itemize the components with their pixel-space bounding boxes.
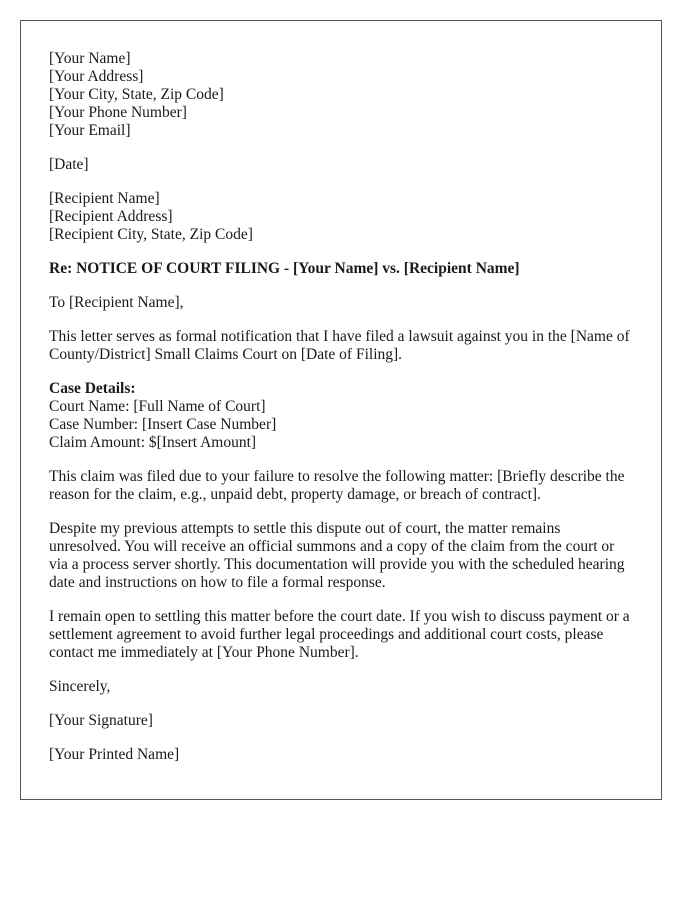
recipient-address: [Recipient Address] bbox=[49, 208, 173, 225]
sender-phone: [Your Phone Number] bbox=[49, 104, 187, 121]
letter-page bbox=[20, 20, 662, 800]
letter-date: [Date] bbox=[49, 156, 89, 173]
sender-city-state-zip: [Your City, State, Zip Code] bbox=[49, 86, 224, 103]
salutation: To [Recipient Name], bbox=[49, 294, 184, 311]
case-details-block bbox=[49, 380, 633, 452]
recipient-name: [Recipient Name] bbox=[49, 190, 160, 207]
sender-email: [Your Email] bbox=[49, 122, 131, 139]
sender-block bbox=[49, 50, 633, 140]
sender-address: [Your Address] bbox=[49, 68, 144, 85]
case-details-heading: Case Details: bbox=[49, 380, 136, 397]
summons-paragraph: Despite my previous attempts to settle this dispute out of court, the matter remains unresolved. You will receive an official summons and a copy of the claim from the court or via a process server shortly. This documentation will provide you with the scheduled hearing date and instructions on how to file a formal response. bbox=[49, 520, 625, 591]
subject-line: Re: NOTICE OF COURT FILING - [Your Name] vs. [Recipient Name] bbox=[49, 260, 520, 277]
court-name-line: Court Name: [Full Name of Court] bbox=[49, 398, 266, 415]
reason-paragraph: This claim was filed due to your failure to resolve the following matter: [Briefly describe the reason for the claim, e.g., unpaid debt, property damage, or breach of contract]. bbox=[49, 468, 625, 503]
case-number-line: Case Number: [Insert Case Number] bbox=[49, 416, 277, 433]
settlement-paragraph: I remain open to settling this matter before the court date. If you wish to discuss payment or a settlement agreement to avoid further legal proceedings and additional court costs, please contact me immediately at [Your Phone Number]. bbox=[49, 608, 630, 661]
signature-placeholder: [Your Signature] bbox=[49, 712, 153, 729]
printed-name: [Your Printed Name] bbox=[49, 746, 180, 763]
recipient-city-state-zip: [Recipient City, State, Zip Code] bbox=[49, 226, 253, 243]
recipient-block bbox=[49, 190, 633, 244]
date-block bbox=[49, 156, 633, 174]
closing: Sincerely, bbox=[49, 678, 111, 695]
intro-paragraph: This letter serves as formal notification that I have filed a lawsuit against you in the [Name of County/District] Small Claims Court on [Date of Filing]. bbox=[49, 328, 630, 363]
claim-amount-line: Claim Amount: $[Insert Amount] bbox=[49, 434, 257, 451]
sender-name: [Your Name] bbox=[49, 50, 131, 67]
